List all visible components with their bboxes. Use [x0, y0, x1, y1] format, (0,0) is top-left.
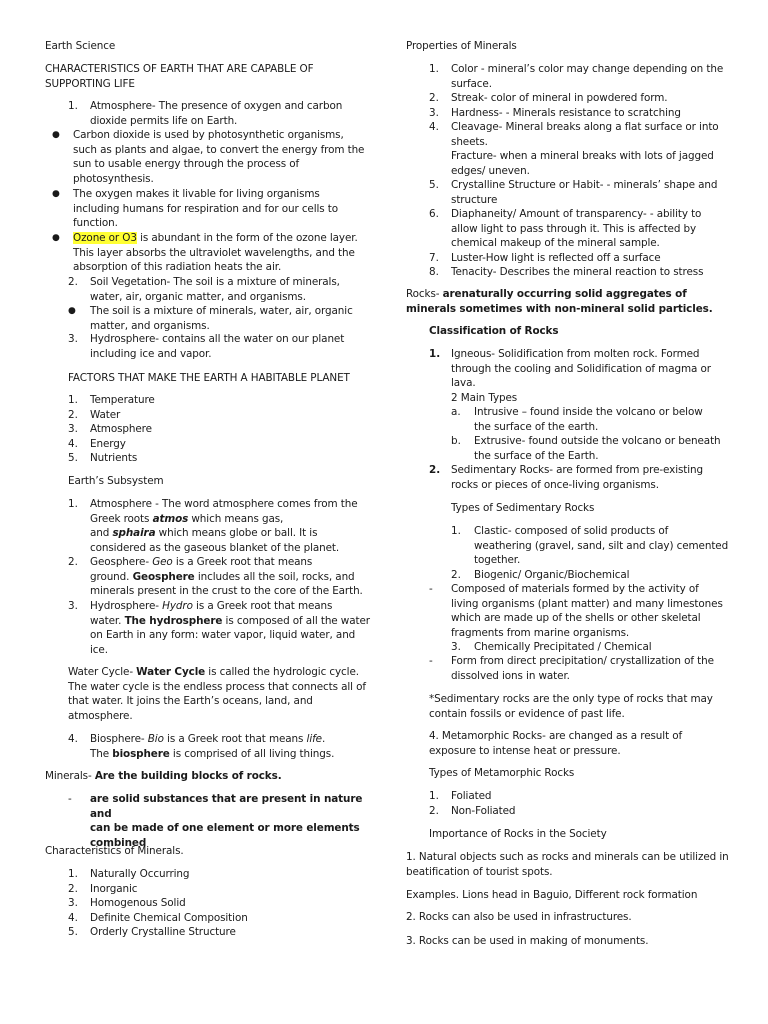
- list-marker: 1.: [429, 348, 441, 360]
- minerals-description: are solid substances that are present in nature and can be made of one element or more elements combined: [90, 793, 363, 849]
- rocks-definition: Rocks- arenaturally occurring solid aggregates of minerals sometimes with non-mineral solid particles.: [406, 288, 713, 315]
- list-marker: 4.: [68, 733, 78, 745]
- minerals-definition: Minerals- Are the building blocks of rocks.: [45, 770, 282, 782]
- list-marker: a.: [451, 406, 461, 418]
- dash-marker: -: [68, 793, 72, 805]
- factors-list: Temperature Water Atmosphere Energy Nutrients: [90, 394, 155, 464]
- heading-classification: Classification of Rocks: [429, 325, 559, 337]
- heading-sedimentary-types: Types of Sedimentary Rocks: [451, 502, 595, 514]
- characteristics-list: Naturally Occurring Inorganic Homogenous Solid Definite Chemical Composition Orderly Crystalline Structure: [90, 868, 248, 938]
- bullet-icon: ●: [68, 306, 76, 316]
- metamorphic-item: 4. Metamorphic Rocks- are changed as a result of exposure to intense heat or pressure.: [429, 730, 683, 757]
- importance-item-2: 2. Rocks can also be used in infrastructures.: [406, 911, 632, 923]
- bullet-oxygen: The oxygen makes it livable for living organisms including humans for respiration and for our cells to function.: [73, 188, 339, 229]
- clastic-item: Clastic- composed of solid products of weathering (gravel, sand, silt and clay) cemented together.: [474, 525, 729, 566]
- list-marker: 3.: [451, 641, 461, 653]
- list-marker: 1.: [68, 498, 78, 510]
- igneous-item: Igneous- Solidification from molten rock. Formed through the cooling and Solidification of magma or lava. 2 Main Types: [451, 348, 711, 404]
- list-marker: 2.: [451, 569, 461, 581]
- bullet-ozone: Ozone or O3 is abundant in the form of the ozone layer.: [73, 232, 358, 244]
- biogenic-item: Biogenic/ Organic/Biochemical: [474, 569, 630, 581]
- heading-factors: FACTORS THAT MAKE THE EARTH A HABITABLE PLANET: [68, 372, 350, 384]
- importance-examples: Examples. Lions head in Baguio, Different rock formation: [406, 889, 698, 901]
- subsystem-hydrosphere: Hydrosphere- Hydro is a Greek root that means water. The hydrosphere is composed of all the water on Earth in any form: water vapor, liquid water, and ice.: [90, 600, 370, 656]
- water-cycle-paragraph: Water Cycle- Water Cycle is called the hydrologic cycle. The water cycle is the endless process that connects all of that water. It joins the Earth’s oceans, land, and atmosphere.: [68, 666, 366, 722]
- properties-markers: 1. 2. 3. 4. 5. 6. 7. 8.: [429, 63, 439, 278]
- list-marker: 2.: [68, 276, 78, 288]
- dash-marker: -: [429, 655, 433, 667]
- properties-list: Color - mineral’s color may change depending on the surface. Streak- color of mineral in powdered form. Hardness- - Minerals resistance to scratching Cleavage- Mineral breaks along a flat surface or into sheets. Fracture- when a mineral breaks with lots of jagged edges/ uneven. Crystalline Structure or Habit- - minerals’ shape and structure Diaphaneity/ Amount of transparency- - ability to allow light to pass through it. This is affected by chemical makeup of the mineral sample. Luster-How light is reflected off a surface Tenacity- Describes the mineral reaction to stress: [451, 63, 724, 278]
- subsystem-biosphere: Biosphere- Bio is a Greek root that means life. The biosphere is comprised of all living things.: [90, 733, 335, 760]
- list-marker: 3.: [68, 333, 78, 345]
- list-item-hydrosphere: Hydrosphere- contains all the water on our planet including ice and vapor.: [90, 333, 345, 360]
- list-marker: b.: [451, 435, 461, 447]
- subsystem-atmosphere: Atmosphere - The word atmosphere comes from the Greek roots atmos which means gas, and sphaira which means globe or ball. It is considered as the gaseous blanket of the planet.: [90, 498, 358, 554]
- importance-item-3: 3. Rocks can be used in making of monuments.: [406, 935, 649, 947]
- chemical-item: Chemically Precipitated / Chemical: [474, 641, 652, 653]
- bullet-soil: The soil is a mixture of minerals, water, air, organic matter, and organisms.: [90, 305, 353, 332]
- biogenic-description: Composed of materials formed by the activity of living organisms (plant matter) and many limestones which are made up of the shells or other skeletal fragments from marine organisms.: [451, 583, 723, 639]
- intrusive-item: Intrusive – found inside the volcano or below the surface of the earth.: [474, 406, 703, 433]
- list-marker: 1.: [451, 525, 461, 537]
- sedimentary-item: Sedimentary Rocks- are formed from pre-existing rocks or pieces of once-living organisms.: [451, 464, 704, 491]
- bullet-icon: ●: [52, 233, 60, 243]
- subsystem-geosphere: Geosphere- Geo is a Greek root that means ground. Geosphere includes all the soil, rocks, and minerals present in the crust to the core of the Earth.: [90, 556, 363, 597]
- heading-metamorphic-types: Types of Metamorphic Rocks: [429, 767, 575, 779]
- importance-item-1: 1. Natural objects such as rocks and minerals can be utilized in beatification of tourist spots.: [406, 851, 729, 878]
- list-marker: 1.: [68, 100, 78, 112]
- metamorphic-list: Foliated Non-Foliated: [451, 790, 516, 817]
- list-marker: 2.: [429, 464, 441, 476]
- heading-properties: Properties of Minerals: [406, 40, 517, 52]
- heading-characteristics-minerals: Characteristics of Minerals.: [45, 845, 184, 857]
- extrusive-item: Extrusive- found outside the volcano or beneath the surface of the Earth.: [474, 435, 721, 462]
- heading-subsystem: Earth’s Subsystem: [68, 475, 164, 487]
- list-item-soil: Soil Vegetation- The soil is a mixture of minerals, water, air, organic matter, and organisms.: [90, 276, 340, 303]
- fossil-note: *Sedimentary rocks are the only type of rocks that may contain fossils or evidence of past life.: [429, 693, 713, 720]
- dash-marker: -: [429, 583, 433, 595]
- heading-characteristics: CHARACTERISTICS OF EARTH THAT ARE CAPABLE OF SUPPORTING LIFE: [45, 63, 314, 90]
- document-title: Earth Science: [45, 40, 116, 52]
- factors-markers: 1. 2. 3. 4. 5.: [68, 394, 78, 464]
- highlighted-text: Ozone or O3: [73, 232, 137, 244]
- bullet-icon: ●: [52, 130, 60, 140]
- chemical-description: Form from direct precipitation/ crystallization of the dissolved ions in water.: [451, 655, 714, 682]
- bullet-ozone-continued: This layer absorbs the ultraviolet wavelengths, and the absorption of this radiation heats the air.: [73, 246, 355, 273]
- bullet-carbon-dioxide: Carbon dioxide is used by photosynthetic organisms, such as plants and algae, to convert the energy from the sun to usable energy through the process of photosynthesis.: [73, 129, 365, 185]
- list-item-atmosphere: Atmosphere- The presence of oxygen and carbon dioxide permits life on Earth.: [90, 100, 343, 127]
- metamorphic-markers: 1. 2.: [429, 790, 439, 817]
- char-markers: 1. 2. 3. 4. 5.: [68, 868, 78, 938]
- heading-importance: Importance of Rocks in the Society: [429, 828, 607, 840]
- list-marker: 3.: [68, 600, 78, 612]
- list-marker: 2.: [68, 556, 78, 568]
- bullet-icon: ●: [52, 189, 60, 199]
